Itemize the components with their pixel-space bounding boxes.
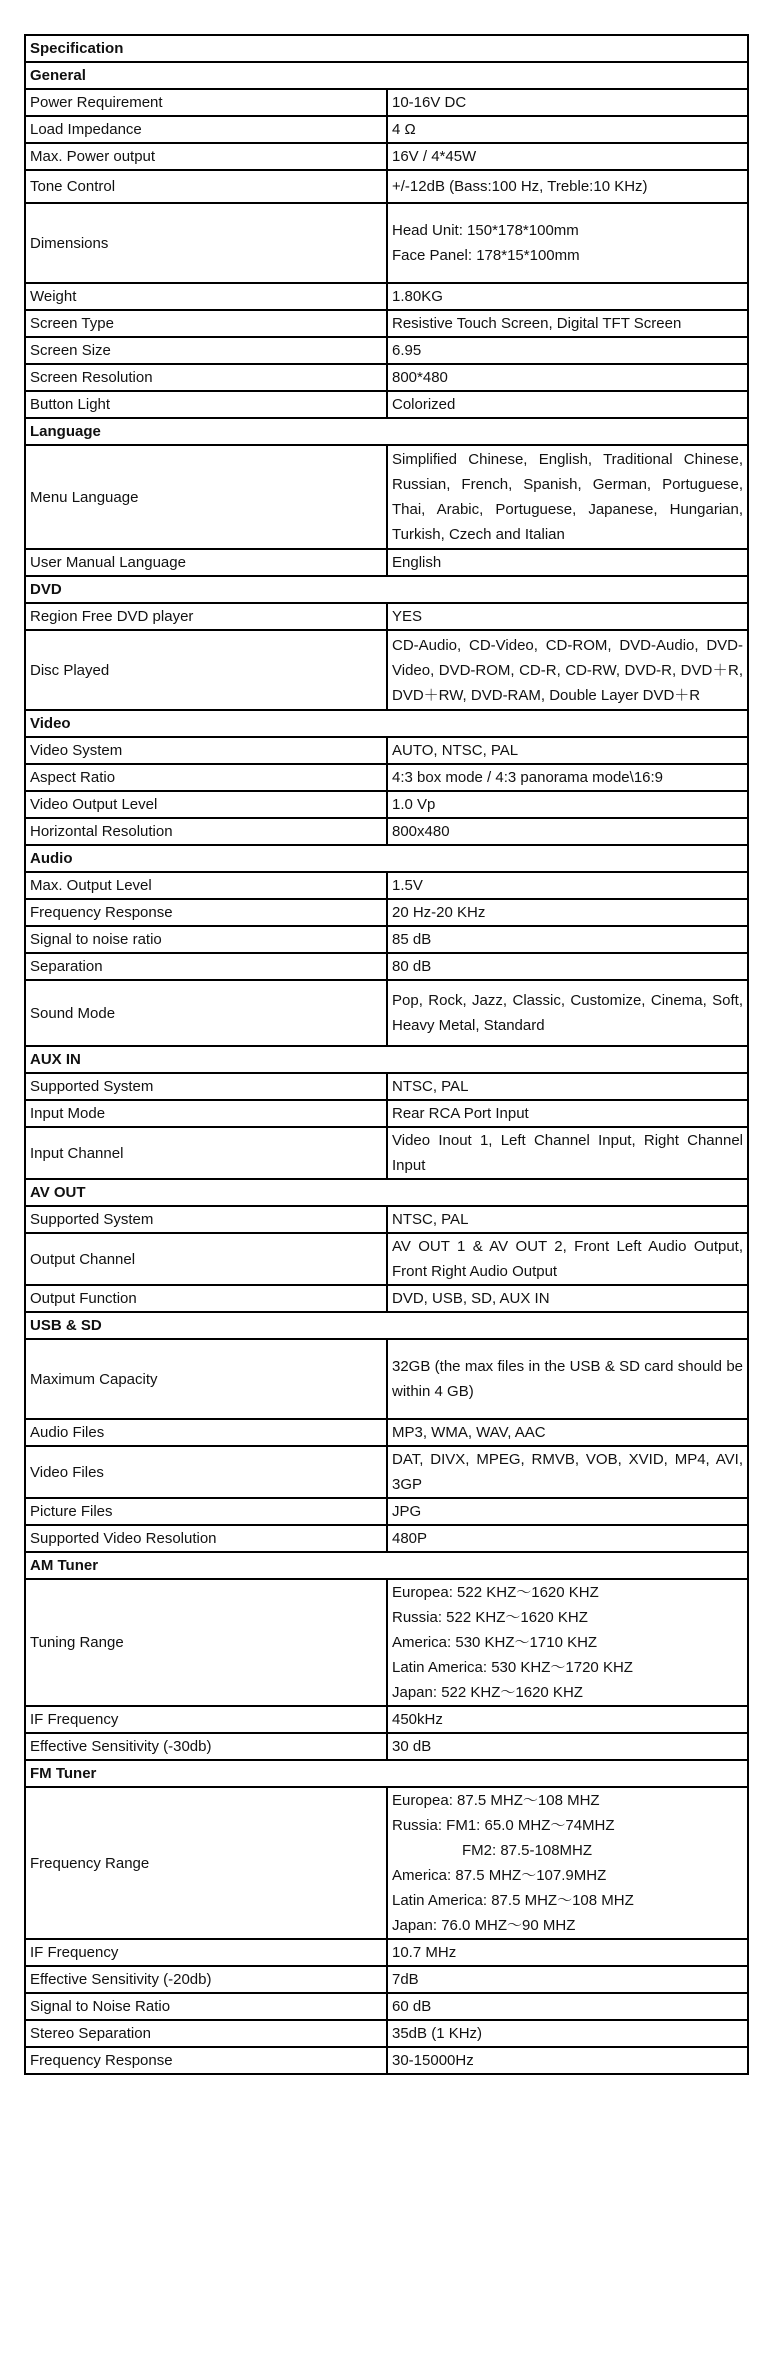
spec-value-line: 450kHz — [392, 1711, 443, 1728]
section-title: DVD — [25, 576, 748, 603]
table-row — [25, 764, 748, 791]
spec-label: Input Mode — [25, 1100, 387, 1127]
spec-label: Supported System — [25, 1073, 387, 1100]
table-row — [25, 953, 748, 980]
spec-value — [387, 1339, 748, 1419]
spec-value — [387, 791, 748, 818]
table-title: Specification — [25, 35, 748, 62]
table-row — [25, 170, 748, 203]
spec-value — [387, 737, 748, 764]
spec-value-line: Face Panel: 178*15*100mm — [392, 247, 580, 264]
table-row — [25, 1073, 748, 1100]
table-row — [25, 364, 748, 391]
section-header-row — [25, 62, 748, 89]
spec-value — [387, 764, 748, 791]
spec-value — [387, 364, 748, 391]
spec-label: Audio Files — [25, 1419, 387, 1446]
spec-label: Power Requirement — [25, 89, 387, 116]
spec-value — [387, 1206, 748, 1233]
spec-value — [387, 203, 748, 283]
spec-value-line: DVD, USB, SD, AUX IN — [392, 1290, 550, 1307]
spec-value — [387, 1127, 748, 1179]
spec-value-line: Rear RCA Port Input — [392, 1105, 529, 1122]
spec-value-line: 80 dB — [392, 958, 432, 975]
spec-value-line: JPG — [392, 1503, 422, 1520]
table-row — [25, 1285, 748, 1312]
section-header-row — [25, 1760, 748, 1787]
table-row — [25, 1525, 748, 1552]
spec-value-line: YES — [392, 608, 423, 625]
spec-value — [387, 1733, 748, 1760]
table-row — [25, 630, 748, 710]
table-row — [25, 1498, 748, 1525]
section-header-row — [25, 1312, 748, 1339]
spec-label: Video Files — [25, 1446, 387, 1498]
spec-value-line: NTSC, PAL — [392, 1078, 469, 1095]
spec-value — [387, 1498, 748, 1525]
spec-value — [387, 953, 748, 980]
spec-value-line: 30 dB — [392, 1738, 432, 1755]
table-row — [25, 926, 748, 953]
spec-label: IF Frequency — [25, 1939, 387, 1966]
spec-label: Maximum Capacity — [25, 1339, 387, 1419]
table-row — [25, 1733, 748, 1760]
spec-value — [387, 1233, 748, 1285]
spec-value-line: Video Inout 1, Left Channel Input, Right Channel Input — [392, 1132, 744, 1174]
spec-value — [387, 818, 748, 845]
spec-value — [387, 283, 748, 310]
spec-label: Frequency Response — [25, 2047, 387, 2074]
spec-value — [387, 1939, 748, 1966]
spec-value — [387, 143, 748, 170]
spec-label: Video System — [25, 737, 387, 764]
section-header-row — [25, 845, 748, 872]
table-row — [25, 203, 748, 283]
section-title: Video — [25, 710, 748, 737]
spec-value-line: FM2: 87.5-108MHZ — [462, 1842, 593, 1859]
spec-value-line: 4 Ω — [392, 121, 416, 138]
section-header-row — [25, 1179, 748, 1206]
spec-label: User Manual Language — [25, 549, 387, 576]
spec-value — [387, 1100, 748, 1127]
section-header-row — [25, 418, 748, 445]
spec-value-line: Resistive Touch Screen, Digital TFT Screen — [392, 315, 682, 332]
spec-value — [387, 391, 748, 418]
spec-value — [387, 116, 748, 143]
spec-label: Max. Power output — [25, 143, 387, 170]
spec-value — [387, 1525, 748, 1552]
spec-label: IF Frequency — [25, 1706, 387, 1733]
spec-label: Screen Size — [25, 337, 387, 364]
section-title: Audio — [25, 845, 748, 872]
table-row — [25, 2020, 748, 2047]
spec-label: Supported System — [25, 1206, 387, 1233]
table-row — [25, 1127, 748, 1179]
section-header-row — [25, 710, 748, 737]
title-row — [25, 35, 748, 62]
section-title: AM Tuner — [25, 1552, 748, 1579]
spec-label: Menu Language — [25, 445, 387, 549]
spec-value — [387, 445, 748, 549]
spec-value-line: Head Unit: 150*178*100mm — [392, 222, 579, 239]
table-row — [25, 116, 748, 143]
spec-value-line: DAT, DIVX, MPEG, RMVB, VOB, XVID, MP4, AVI, 3GP — [392, 1451, 744, 1493]
spec-value-line: 1.0 Vp — [392, 796, 436, 813]
spec-label: Screen Type — [25, 310, 387, 337]
table-row — [25, 899, 748, 926]
table-row — [25, 980, 748, 1046]
spec-value-line: 10.7 MHz — [392, 1944, 457, 1961]
spec-value-line: 480P — [392, 1530, 428, 1547]
table-row — [25, 391, 748, 418]
spec-value-line: 60 dB — [392, 1998, 432, 2015]
table-row — [25, 603, 748, 630]
spec-value — [387, 899, 748, 926]
table-row — [25, 737, 748, 764]
table-row — [25, 337, 748, 364]
spec-value — [387, 1787, 748, 1939]
section-title: General — [25, 62, 748, 89]
spec-value — [387, 1993, 748, 2020]
table-row — [25, 1206, 748, 1233]
spec-label: Disc Played — [25, 630, 387, 710]
spec-value-line: Russia: FM1: 65.0 MHZ～74MHZ — [392, 1817, 615, 1834]
spec-value-line: 16V / 4*45W — [392, 148, 477, 165]
spec-value-line: Europea: 87.5 MHZ～108 MHZ — [392, 1792, 600, 1809]
spec-value-line: Pop, Rock, Jazz, Classic, Customize, Cinema, Soft, Heavy Metal, Standard — [392, 992, 744, 1034]
spec-label: Horizontal Resolution — [25, 818, 387, 845]
spec-value-line: 32GB (the max files in the USB & SD card should be within 4 GB) — [392, 1358, 744, 1400]
section-title: AV OUT — [25, 1179, 748, 1206]
spec-value-line: Japan: 522 KHZ～1620 KHZ — [392, 1684, 583, 1701]
table-row — [25, 445, 748, 549]
spec-value — [387, 926, 748, 953]
spec-value — [387, 1285, 748, 1312]
spec-value — [387, 980, 748, 1046]
spec-value — [387, 630, 748, 710]
table-row — [25, 791, 748, 818]
spec-value — [387, 1966, 748, 1993]
spec-label: Max. Output Level — [25, 872, 387, 899]
section-header-row — [25, 1552, 748, 1579]
table-row — [25, 818, 748, 845]
spec-label: Region Free DVD player — [25, 603, 387, 630]
spec-value-line: America: 530 KHZ～1710 KHZ — [392, 1634, 598, 1651]
spec-label: Dimensions — [25, 203, 387, 283]
table-row — [25, 1233, 748, 1285]
spec-label: Signal to noise ratio — [25, 926, 387, 953]
spec-value — [387, 1579, 748, 1706]
spec-value — [387, 2020, 748, 2047]
table-row — [25, 1706, 748, 1733]
spec-value-line: Japan: 76.0 MHZ～90 MHZ — [392, 1917, 576, 1934]
spec-label: Output Function — [25, 1285, 387, 1312]
spec-value-line: 35dB (1 KHz) — [392, 2025, 483, 2042]
section-header-row — [25, 576, 748, 603]
spec-value — [387, 549, 748, 576]
table-row — [25, 143, 748, 170]
table-row — [25, 1100, 748, 1127]
spec-value-line: Europea: 522 KHZ～1620 KHZ — [392, 1584, 599, 1601]
spec-value-line: Russia: 522 KHZ～1620 KHZ — [392, 1609, 588, 1626]
spec-value-line: 85 dB — [392, 931, 432, 948]
spec-label: Effective Sensitivity (-20db) — [25, 1966, 387, 1993]
spec-value-line: 4:3 box mode / 4:3 panorama mode\16:9 — [392, 769, 664, 786]
spec-value — [387, 872, 748, 899]
spec-label: Weight — [25, 283, 387, 310]
spec-value — [387, 1706, 748, 1733]
spec-value-line: Simplified Chinese, English, Traditional Chinese, Russian, French, Spanish, German, Portuguese, Thai, Arabic, Portuguese, Japanese, Hungarian, Turkish, Czech and Italian — [392, 451, 744, 543]
spec-value-line: AV OUT 1 & AV OUT 2, Front Left Audio Output, Front Right Audio Output — [392, 1238, 744, 1280]
spec-value-line: Colorized — [392, 396, 456, 413]
spec-value — [387, 1446, 748, 1498]
spec-value-line: 6.95 — [392, 342, 422, 359]
spec-value-line: +/-12dB (Bass:100 Hz, Treble:10 KHz) — [392, 178, 648, 195]
table-row — [25, 310, 748, 337]
spec-label: Output Channel — [25, 1233, 387, 1285]
spec-value-line: Latin America: 87.5 MHZ～108 MHZ — [392, 1892, 634, 1909]
spec-value-line: America: 87.5 MHZ～107.9MHZ — [392, 1867, 607, 1884]
section-title: AUX IN — [25, 1046, 748, 1073]
specification-table — [24, 34, 747, 2075]
table-row — [25, 1579, 748, 1706]
table-row — [25, 872, 748, 899]
table-row — [25, 1339, 748, 1419]
table-row — [25, 1446, 748, 1498]
spec-value-line: Latin America: 530 KHZ～1720 KHZ — [392, 1659, 633, 1676]
spec-label: Input Channel — [25, 1127, 387, 1179]
spec-label: Picture Files — [25, 1498, 387, 1525]
spec-label: Signal to Noise Ratio — [25, 1993, 387, 2020]
spec-label: Supported Video Resolution — [25, 1525, 387, 1552]
table-row — [25, 1787, 748, 1939]
spec-value-line: NTSC, PAL — [392, 1211, 469, 1228]
table-row — [25, 1939, 748, 1966]
spec-value — [387, 603, 748, 630]
spec-value-line: 800*480 — [392, 369, 448, 386]
spec-value-line: 10-16V DC — [392, 94, 467, 111]
spec-value — [387, 1419, 748, 1446]
spec-value — [387, 1073, 748, 1100]
spec-label: Stereo Separation — [25, 2020, 387, 2047]
spec-value — [387, 2047, 748, 2074]
spec-label: Tone Control — [25, 170, 387, 203]
table-row — [25, 549, 748, 576]
spec-value-line: 1.5V — [392, 877, 423, 894]
spec-label: Sound Mode — [25, 980, 387, 1046]
section-title: USB & SD — [25, 1312, 748, 1339]
spec-value-line: 1.80KG — [392, 288, 443, 305]
spec-value-line: 30-15000Hz — [392, 2052, 474, 2069]
section-title: Language — [25, 418, 748, 445]
table-row — [25, 283, 748, 310]
spec-value-line: English — [392, 554, 442, 571]
spec-label: Aspect Ratio — [25, 764, 387, 791]
spec-value — [387, 337, 748, 364]
spec-value-line: AUTO, NTSC, PAL — [392, 742, 519, 759]
table-row — [25, 1966, 748, 1993]
spec-value — [387, 170, 748, 203]
spec-value-line: 7dB — [392, 1971, 419, 1988]
spec-label: Effective Sensitivity (-30db) — [25, 1733, 387, 1760]
spec-label: Video Output Level — [25, 791, 387, 818]
spec-value — [387, 310, 748, 337]
section-title: FM Tuner — [25, 1760, 748, 1787]
spec-value-line: 20 Hz-20 KHz — [392, 904, 486, 921]
section-header-row — [25, 1046, 748, 1073]
table-row — [25, 1419, 748, 1446]
spec-value-line: CD-Audio, CD-Video, CD-ROM, DVD-Audio, DVD-Video, DVD-ROM, CD-R, CD-RW, DVD-R, DVD＋R, DVD＋RW, DVD-RAM, Double Layer DVD＋R — [392, 636, 744, 704]
spec-label: Frequency Range — [25, 1787, 387, 1939]
spec-label: Tuning Range — [25, 1579, 387, 1706]
spec-value-line: 800x480 — [392, 823, 450, 840]
spec-value — [387, 89, 748, 116]
spec-label: Screen Resolution — [25, 364, 387, 391]
spec-label: Frequency Response — [25, 899, 387, 926]
table-row — [25, 2047, 748, 2074]
spec-label: Separation — [25, 953, 387, 980]
spec-label: Load Impedance — [25, 116, 387, 143]
spec-label: Button Light — [25, 391, 387, 418]
table-row — [25, 1993, 748, 2020]
spec-value-line: MP3, WMA, WAV, AAC — [392, 1424, 546, 1441]
table-row — [25, 89, 748, 116]
